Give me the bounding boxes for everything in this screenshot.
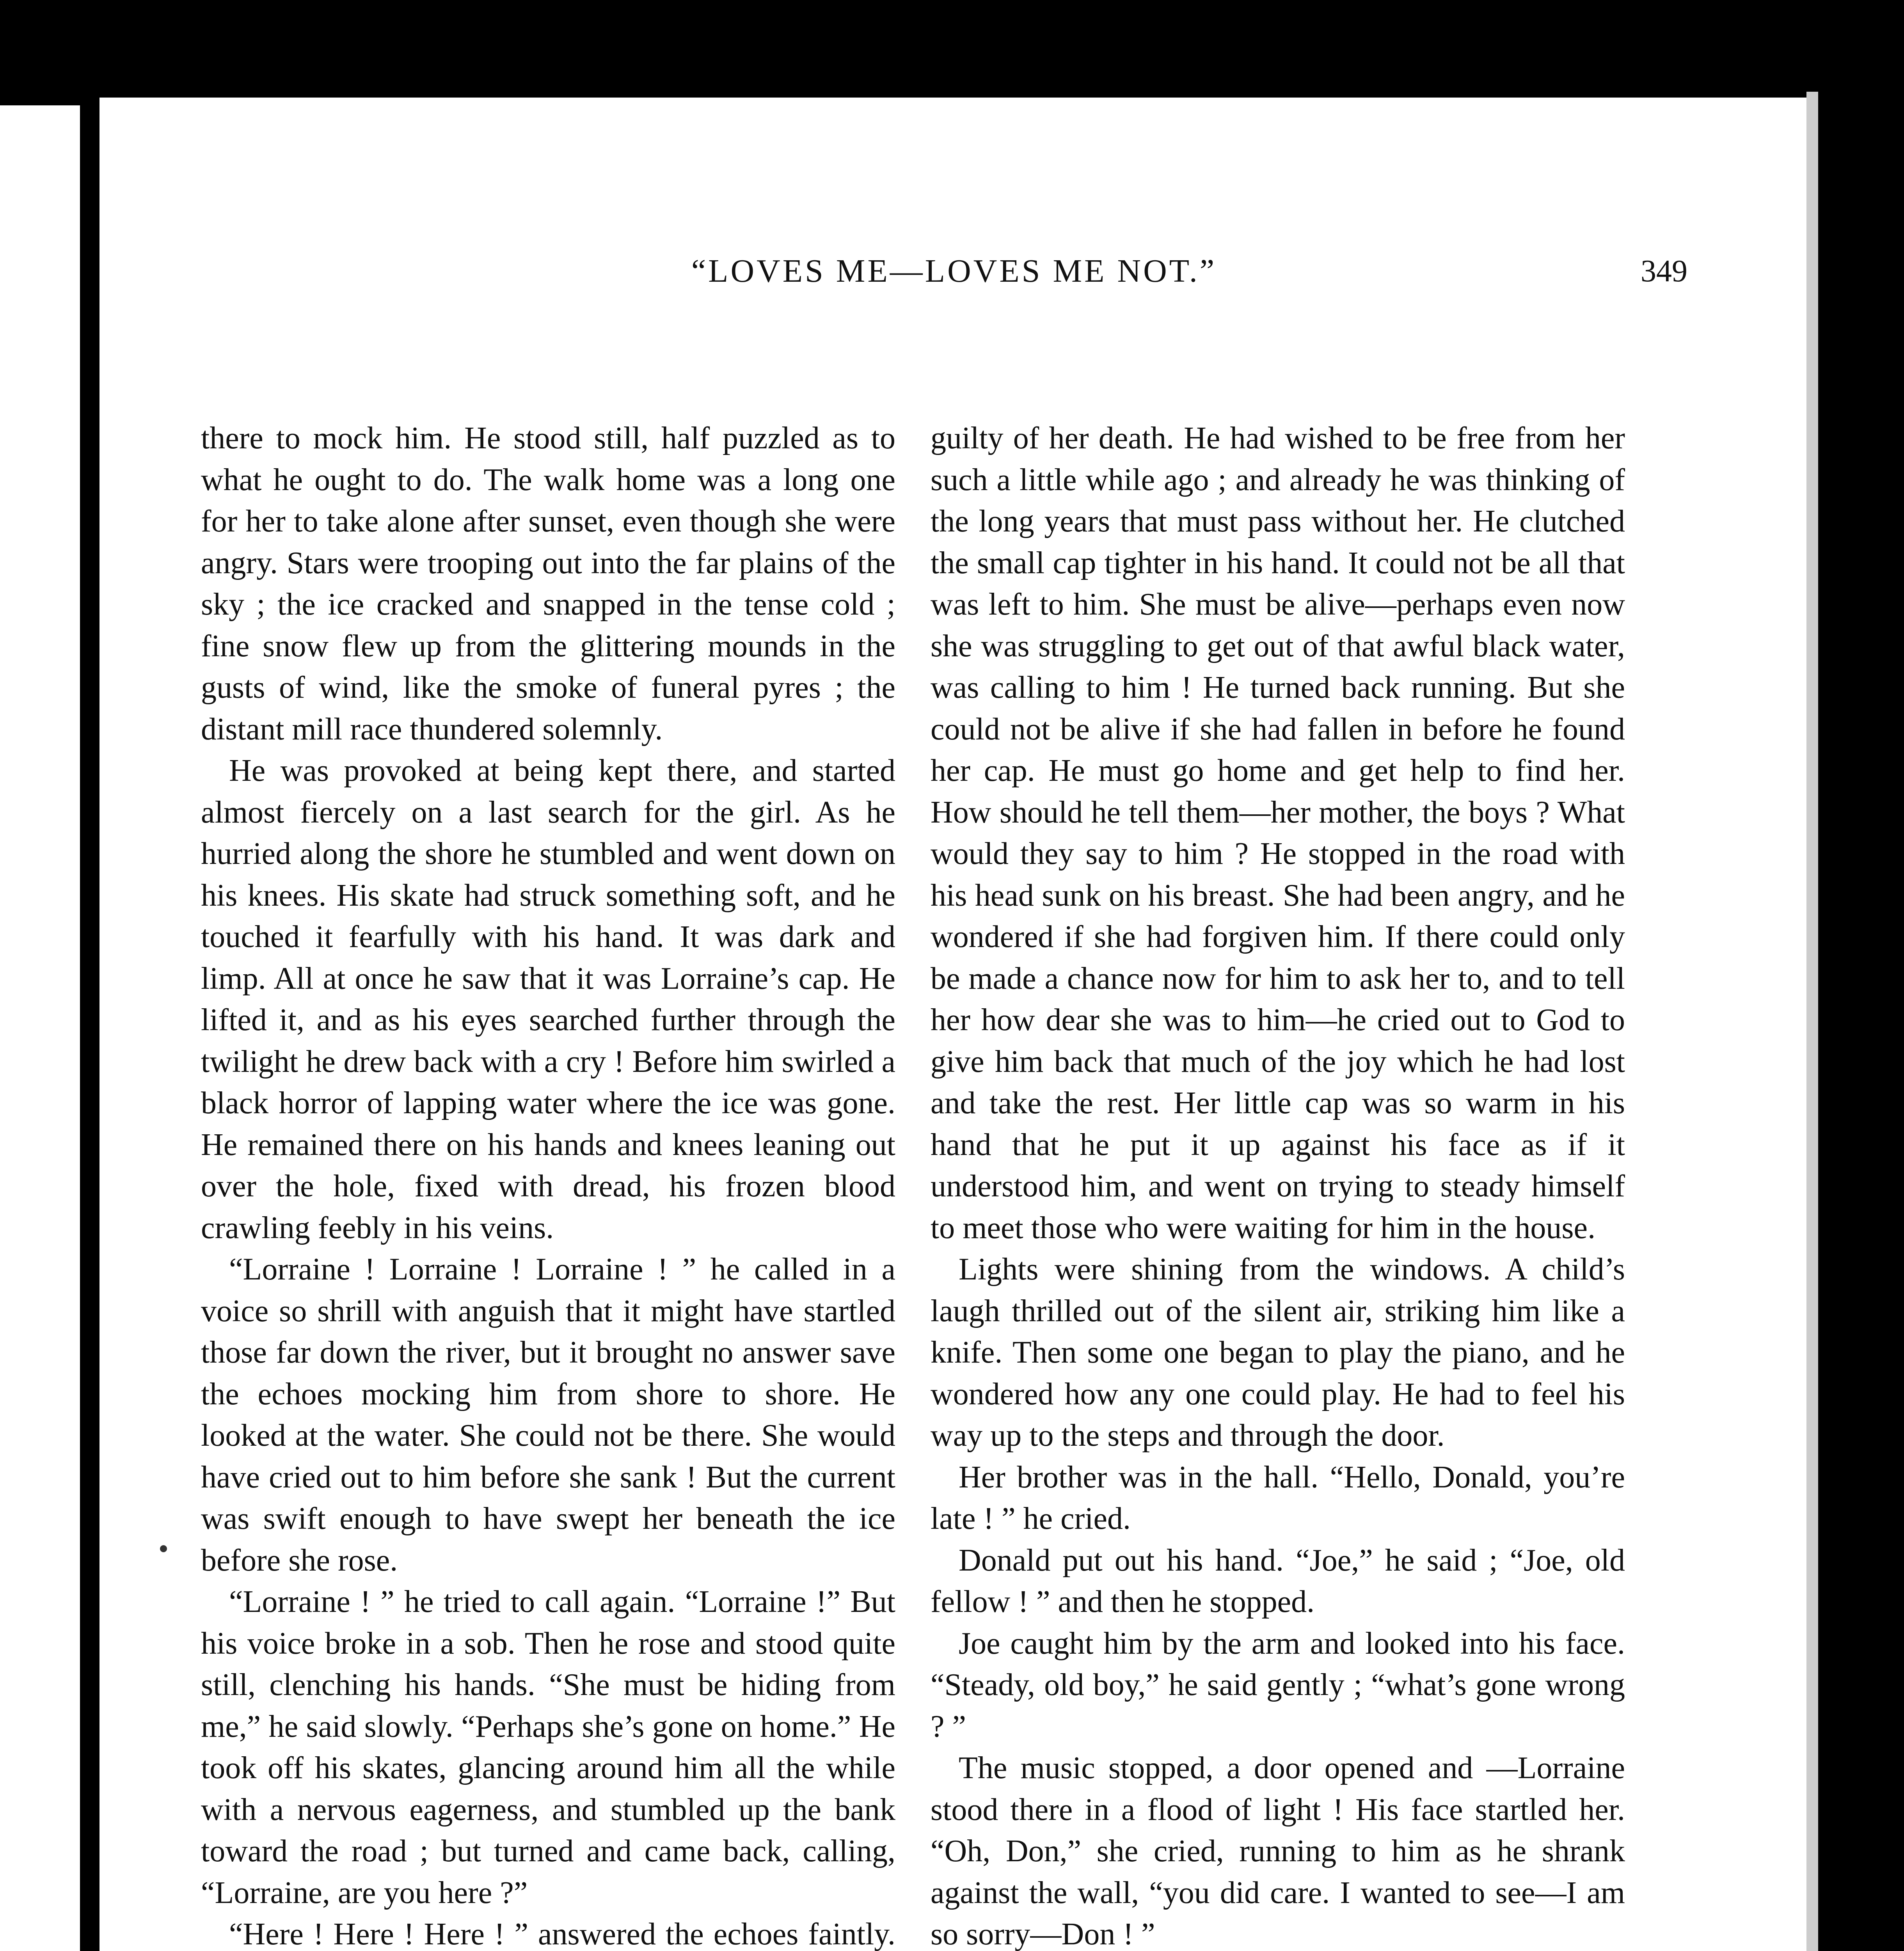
ink-speck (160, 1545, 167, 1552)
page-number: 349 (1641, 254, 1687, 288)
right-text-column (931, 418, 1625, 1951)
paragraph: there to mock him. He stood still, half puzzled as to what he ought to do. The walk home was a long one for her to take alone after sunset, even though she were angry. Stars were trooping out into the far plains of the sky ; the ice cracked and snapped in the tense cold ; fine snow flew up from the glittering mounds in the gusts of wind, like the smoke of funeral pyres ; the distant mill race thundered solemnly. (201, 421, 895, 746)
book-gutter (80, 105, 99, 1951)
page-edge-shadow (1806, 92, 1818, 1951)
book-page (99, 98, 1808, 1951)
paragraph: guilty of her death. He had wished to be free from her such a little while ago ; and already he was thinking of the long years that must pass without her. He clutched the small cap tighter in his hand. It could not be all that was left to him. She must be alive—perhaps even now she was struggling to get out of that awful black water, was calling to him ! He turned back running. But she could not be alive if she had fallen in before he found her cap. He must go home and get help to find her. How should he tell them—her mother, the boys ? What would they say to him ? He stopped in the road with his head sunk on his breast. She had been angry, and he wondered if she had forgiven him. If there could only be made a chance now for him to ask her to, and to tell her how dear she was to him—he cried out to God to give him back that much of the joy which he had lost and take the rest. Her little cap was so warm in his hand that he put it up against his face as if it understood him, and went on trying to steady himself to meet those who were waiting for him in the house. (931, 421, 1625, 1245)
paragraph: The music stopped, a door opened and —Lorraine stood there in a flood of light ! His face startled her. “Oh, Don,” she cried, running to him as he shrank against the wall, “you did care. I wanted to see—I am so sorry—Don ! ” (931, 1751, 1625, 1951)
paragraph: “Lorraine ! ” he tried to call again. “Lorraine !” But his voice broke in a sob. Then he rose and stood quite still, clenching his hands. “She must be hiding from me,” he said slowly. “Perhaps she’s gone on home.” He took off his skates, glancing around him all the while with a nervous eagerness, and stumbled up the bank toward the road ; but turned and came back, calling, “Lorraine, are you here ?” (201, 1585, 895, 1910)
paragraph: “Here ! Here ! Here ! ” answered the echoes faintly. (229, 1917, 895, 1951)
adjacent-page-edge (0, 105, 80, 1951)
left-text-column (201, 418, 895, 1951)
paragraph: Her brother was in the hall. “Hello, Donald, you’re late ! ” he cried. (931, 1460, 1625, 1536)
paragraph: He was provoked at being kept there, and started almost fiercely on a last search for the girl. As he hurried along the shore he stumbled and went down on his knees. His skate had struck something soft, and he touched it fearfully with his hand. It was dark and limp. All at once he saw that it was Lorraine’s cap. He lifted it, and as his eyes searched further through the twilight he drew back with a cry ! Before him swirled a black horror of lapping water where the ice was gone. He remained there on his hands and knees leaning out over the hole, fixed with dread, his frozen blood crawling feebly in his veins. (201, 753, 895, 1245)
paragraph: Lights were shining from the windows. A child’s laugh thrilled out of the silent air, striking him like a knife. Then some one began to play the piano, and he wondered how any one could play. He had to feel his way up to the steps and through the door. (931, 1252, 1625, 1453)
paragraph: Joe caught him by the arm and looked into his face. “Steady, old boy,” he said gently ; “what’s gone wrong ? ” (931, 1626, 1625, 1744)
running-title: “LOVES ME—LOVES ME NOT.” (691, 253, 1217, 289)
paragraph: Donald put out his hand. “Joe,” he said ; “Joe, old fellow ! ” and then he stopped. (931, 1543, 1625, 1619)
page-header (99, 244, 1808, 299)
paragraph: “Lorraine ! Lorraine ! Lorraine ! ” he called in a voice so shrill with anguish that it might have startled those far down the river, but it brought no answer save the echoes mocking him from shore to shore. He looked at the water. She could not be there. She would have cried out to him before she sank ! But the current was swift enough to have swept her beneath the ice before she rose. (201, 1252, 895, 1578)
